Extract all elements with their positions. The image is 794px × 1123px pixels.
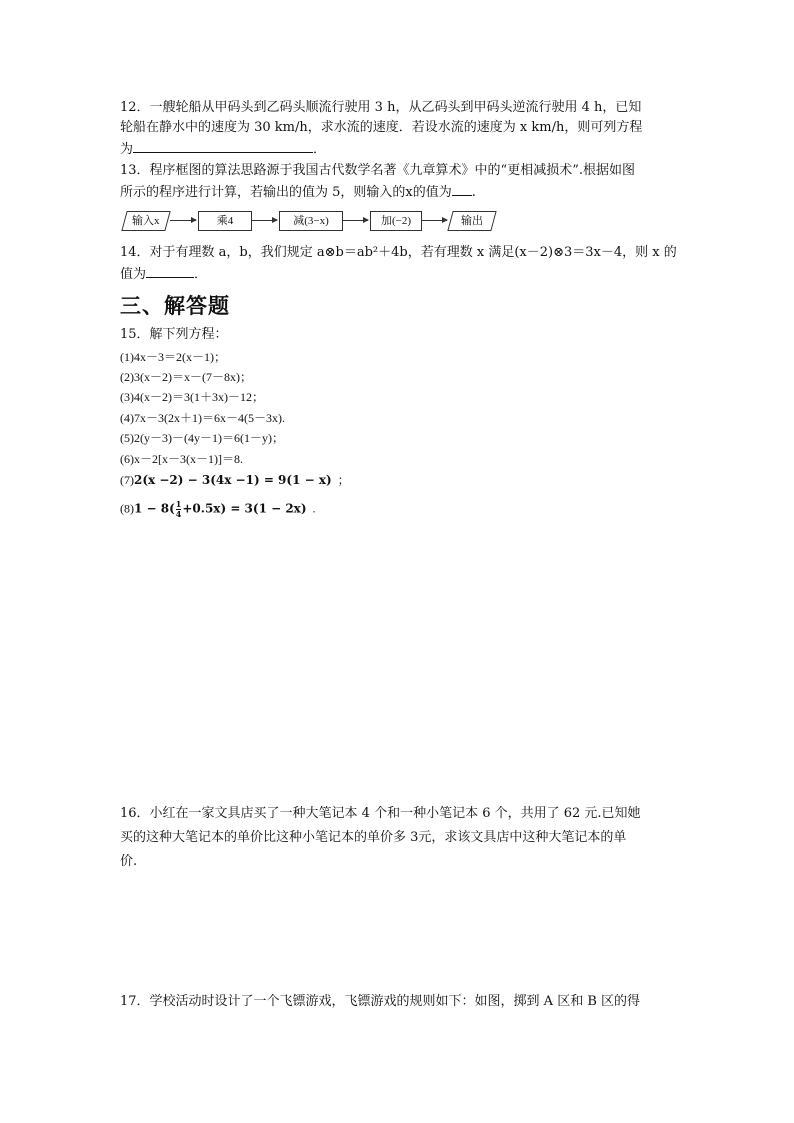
q17-line-1: 17．学校活动时设计了一个飞镖游戏，飞镖游戏的规则如下：如图，掷到 A 区和 B 区的得 [120, 994, 641, 1009]
equation-8-number: (8) [120, 501, 134, 516]
flow-step-multiply: 乘4 [198, 211, 252, 231]
q13-text: 所示的程序进行计算，若输出的值为 5，则输入的x的值为 [120, 185, 452, 200]
flow-output-label: 输出 [461, 215, 483, 227]
equation-4: (4)7x－3(2x＋1)＝6x－4(5－3x). [120, 411, 285, 425]
flow-arrow [251, 220, 277, 221]
equation-8-suffix: . [312, 501, 316, 516]
fraction-denominator: 4 [175, 509, 182, 519]
flow-arrow [421, 220, 447, 221]
flow-arrow [342, 220, 368, 221]
q12-line-1: 12．一艘轮船从甲码头到乙码头顺流行驶用 3 h，从乙码头到甲码头逆流行驶用 4 h，已知 [120, 100, 642, 115]
equation-6: (6)x－2[x－3(x－1)]＝8. [120, 452, 243, 466]
fraction-numerator: 1 [175, 499, 182, 509]
q12-prefix: 为 [120, 142, 134, 157]
equation-7 [120, 472, 350, 488]
q12-line-2: 轮船在静水中的速度为 30 km/h，求水流的速度．若设水流的速度为 x km/h，则可列方程 [120, 120, 643, 135]
q14-suffix: ． [194, 267, 208, 282]
equation-8-fraction [176, 500, 182, 519]
flow-output-node [447, 211, 496, 231]
q16-line-3: 价. [120, 854, 138, 869]
q12-answer-blank[interactable] [133, 139, 313, 153]
q13-line-2 [120, 182, 476, 202]
flow-input-label: 输入x [132, 215, 160, 227]
equation-5: (5)2(y－3)－(4y－1)＝6(1－y)； [120, 431, 284, 445]
flow-step-subtract: 减(3−x) [279, 211, 343, 231]
q13-line-1: 13．程序框图的算法思路源于我国古代数学名著《九章算术》中的“更相减损术”.根据如图 [120, 163, 635, 178]
q16-line-1: 16．小红在一家文具店买了一种大笔记本 4 个和一种小笔记本 6 个，共用了 62 元.已知她 [120, 806, 641, 821]
equation-2: (2)3(x－2)＝x－(7－8x)； [120, 370, 252, 384]
q16-line-2: 买的这种大笔记本的单价比这种小笔记本的单价多 3元，求该文具店中这种大笔记本的单 [120, 830, 627, 845]
flow-input-node [121, 211, 170, 231]
q15-title: 15．解下列方程： [120, 327, 228, 342]
q14-line-1: 14．对于有理数 a，b，我们规定 a⊗b＝ab²＋4b，若有理数 x 满足(x－2)⊗3＝3x－4，则 x 的 [120, 245, 677, 260]
flow-arrow [170, 220, 196, 221]
q14-line-2 [120, 264, 207, 284]
q14-answer-blank[interactable] [146, 264, 194, 278]
equation-8-part-1: 1 − 8( [134, 501, 175, 516]
flow-step-add: 加(−2) [370, 211, 422, 231]
equation-7-suffix: ； [337, 473, 350, 487]
equation-7-body: 2(x −2) − 3(4x −1) = 9(1 − x) [134, 473, 332, 487]
equation-1: (1)4x－3＝2(x－1)； [120, 350, 226, 364]
equation-3: (3)4(x－2)＝3(1＋3x)－12； [120, 390, 264, 404]
q13-suffix: . [471, 185, 476, 200]
equation-8 [120, 500, 316, 519]
q13-answer-blank[interactable] [452, 182, 472, 196]
section-heading: 三、解答题 [120, 294, 230, 318]
q12-line-3 [120, 139, 326, 159]
q12-suffix: ． [313, 142, 327, 157]
equation-7-number: (7) [120, 473, 134, 487]
equation-8-part-2: +0.5x) = 3(1 − 2x) [182, 501, 307, 516]
q14-prefix: 值为 [120, 267, 147, 282]
